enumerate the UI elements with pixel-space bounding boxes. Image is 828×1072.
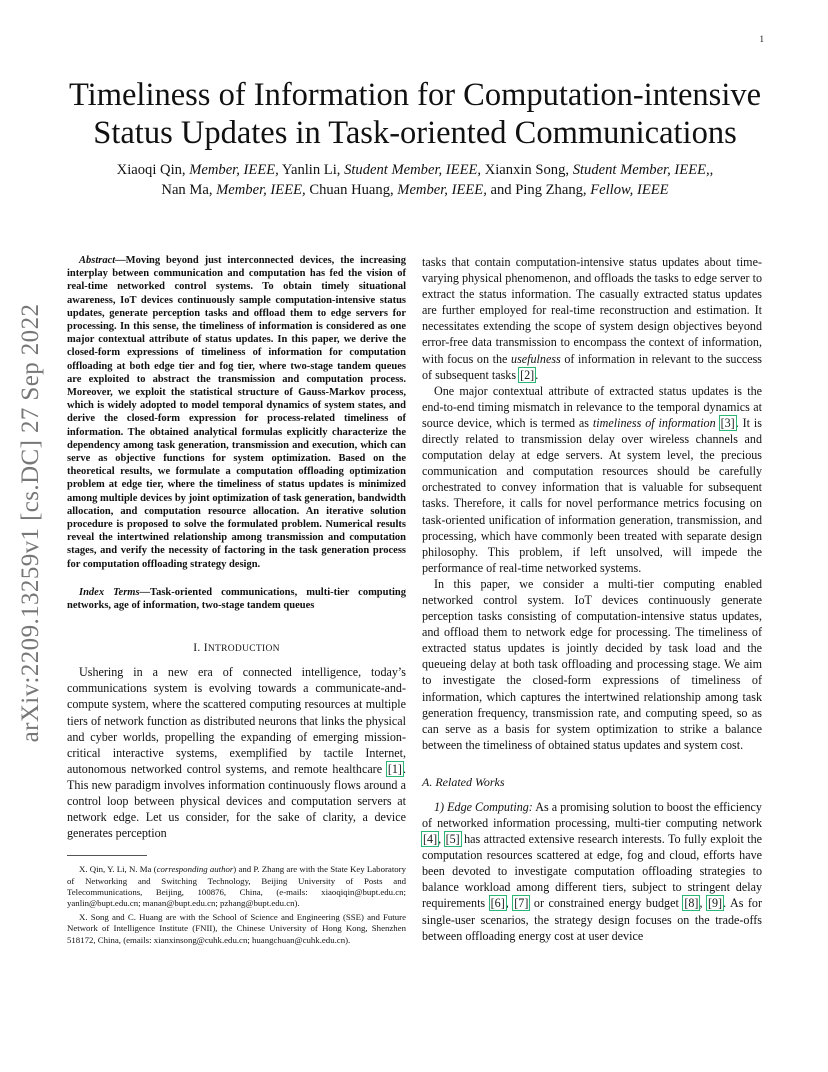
text-run-italic: corresponding author — [156, 864, 234, 875]
abstract-text: —Moving beyond just interconnected devices, the increasing interplay between communication and computation has fed the vision of real-time networked control systems. To obtain timely situational awareness, IoT devices continuously sample computation-intensive status updates, generate perception tasks and offload them to edge servers for processing. In this sense, the timeliness of information is considered as one major contextual attribute of status updates. In this paper, we derive the closed-form expressions of timeliness of information for computation offloading at both edge tier and fog tier, where two-stage tandem queues are exploited to abstract the transmission and computation process. Moreover, we exploit the statistical structure of Gauss-Markov process, which is widely adopted to model temporal dynamics of system states, and derive the closed-form expression for process-related timeliness of information. The obtained analytical formulas explicitly characterize the dependency among task generation, transmission and execution, which can serve as objective functions for system optimization. Based on the theoretical results, we formulate a computation offloading optimization problem at edge tier, where the timeliness of status updates is minimized among multiple devices by joint optimization of task generation, bandwidth allocation, and computation resource allocation. An iterative solution procedure is proposed to solve the formulated problem. Numerical results reveal the intertwined relationship among transmission and computation stages, and verify the necessity of factoring in the task generation process for computation offloading strategy design. — [67, 255, 406, 570]
text-run-italic: usefulness — [511, 351, 561, 366]
text-run: ) and P. Zhang are with the State Key Laboratory of Networking and Switching Technology, Beijing University of Posts and Telecommunications, Beijing, 100876, China, (e-mails: xiaoqiqin@bupt.edu.cn; yanlin@bupt.edu.cn; manan@bupt.edu.cn; pzhang@bupt.edu.cn). — [67, 864, 406, 908]
text-run-italic: timeliness of information — [592, 415, 716, 430]
citation-link[interactable]: [1] — [387, 761, 402, 776]
citation-link[interactable]: [5] — [445, 832, 460, 847]
arxiv-identifier[interactable]: arXiv:2209.13259v1 [cs.DC] 27 Sep 2022 — [17, 303, 44, 743]
author-role: Member, IEEE, — [216, 182, 306, 198]
footnote-affiliation-1 — [67, 864, 406, 909]
arxiv-sidebar — [13, 287, 49, 759]
author-name: Xiaoqi Qin, — [116, 162, 190, 178]
citation-link[interactable]: [4] — [423, 832, 438, 847]
section-initial: I — [203, 642, 208, 655]
index-terms — [67, 586, 406, 612]
citation-link[interactable]: [7] — [514, 896, 529, 911]
author-role: Student Member, IEEE, — [572, 162, 710, 178]
text-run: of information in relevant to the success of subsequent tasks — [422, 351, 762, 382]
text-run: , — [438, 832, 445, 847]
text-run: . It is directly related to transmission delay over wireless channels and computation delay at edge servers. At system level, the precious communication and computation resources should be carefully orchestrated to convey information that is valuable for subsequent tasks. Therefore, it calls for novel performance metrics focusing on task-oriented unification of information generation, transmission, and processing, which have commonly been treated with separate design philosophy. This problem, if left unsolved, will impede the performance of real-time networked systems. — [422, 415, 762, 575]
intro-paragraph — [67, 664, 406, 841]
text-run — [716, 416, 720, 430]
text-run: tasks that contain computation-intensive status updates about time-varying physical phenomenon, and offloads the tasks to edge server to extract the status information. The casually extracted status updates are further employed for real-time reconstruction and estimation. It necessitates extending the scope of system design objectives beyond error-free data transmission to encompass the context of information, with focus on the — [422, 255, 762, 366]
right-column — [422, 254, 762, 944]
index-terms-text: —Task-oriented communications, multi-tier computing networks, age of information, two-stage tandem queues — [67, 586, 406, 612]
author-name: Chuan Huang, — [305, 182, 398, 198]
author-name: Yanlin Li, — [278, 162, 345, 178]
text-run: As a promising solution to boost the efficiency of networked information processing, multi-tier computing network — [422, 799, 762, 830]
text-run: has attracted extensive research interests. To fully exploit the computation resources scattered at edge, fog and cloud, efforts have been devoted to investigate computation offloading strategies to balance workload among different tiers, subject to stringent delay requirements — [422, 832, 763, 911]
page-number: 1 — [759, 34, 764, 44]
author-name: Xianxin Song, — [481, 162, 573, 178]
author-role: Member, IEEE, — [189, 162, 279, 178]
author-list — [60, 160, 770, 200]
author-separator: , — [709, 162, 714, 178]
paragraph-edge-computing — [422, 799, 762, 944]
footnote-affiliation-2: X. Song and C. Huang are with the School of Science and Engineering (SSE) and Future Network of Intelligence Institute (FNII), the Chinese University of Hong Kong, Shenzhen 518172, China, (emails: xianxinsong@cuhk.edu.cn; huangchuan@cuhk.edu.cn). — [67, 912, 406, 945]
text-run: , — [699, 896, 707, 911]
text-run: . As for single-user scenarios, the strategy design focuses on the trade-offs between offloading energy cost at user device — [422, 896, 763, 943]
left-column — [67, 254, 406, 949]
paragraph-timeliness — [422, 383, 762, 576]
paragraph-contribution: In this paper, we consider a multi-tier computing enabled networked control system. IoT devices continuously generate perception tasks consisting of computation-intensive status updates, and offload them to network edge for processing. The timeliness of extracted status updates is jointly decided by task load and the queueing delay at both task offloading and processing stage. We aim to investigate the closed-form expressions of timeliness of information, which captures the intertwined relationship among task generation frequency, transmission rate, and computing speed, so as can serve as a basis for system optimization to strike a balance between the timeliness of obtained status updates and system cost. — [422, 576, 762, 752]
text-run: X. Qin, Y. Li, N. Ma ( — [79, 864, 157, 875]
text-run: , — [505, 896, 514, 911]
author-role: Member, IEEE, — [397, 182, 487, 198]
citation-link[interactable]: [3] — [720, 415, 735, 430]
abstract-label: Abstract — [79, 255, 116, 266]
footnote-rule — [67, 855, 147, 856]
paragraph-continued — [422, 254, 762, 383]
citation-link[interactable]: [8] — [684, 896, 699, 911]
author-role: Fellow, IEEE — [590, 182, 669, 198]
author-role: Student Member, IEEE, — [344, 162, 482, 178]
citation-link[interactable]: [2] — [520, 367, 535, 382]
text-run: Ushering in a new era of connected intelligence, today’s communications system is evolving towards a communicate-and-compute system, where the scattered computing resources at multiple tiers of network function as distributed neurons that links the physical and cyber worlds, propelling the expanding of emerging mission-critical interactive systems, exemplified by tactile Internet, autonomous networked control systems, and remote healthcare — [67, 665, 406, 776]
text-run: . — [535, 367, 539, 382]
abstract — [67, 254, 406, 571]
section-smallcaps: NTRODUCTION — [207, 644, 280, 655]
section-heading-introduction — [67, 642, 406, 654]
index-terms-label: Index Terms — [79, 586, 140, 598]
citation-link[interactable]: [6] — [490, 896, 505, 911]
text-run: or constrained energy budget — [529, 896, 684, 911]
author-name: and Ping Zhang, — [486, 182, 591, 198]
text-run: One major contextual attribute of extracted status updates is the end-to-end timing mismatch in relevance to the temporal dynamics at source device, which is termed as — [422, 383, 762, 430]
paper-title: Timeliness of Information for Computation-intensive Status Updates in Task-oriented Communications — [68, 77, 762, 151]
paragraph-heading: 1) Edge Computing: — [434, 799, 533, 814]
citation-link[interactable]: [9] — [707, 896, 723, 911]
subsection-heading-related-works: A. Related Works — [422, 774, 505, 789]
section-number: I. — [193, 642, 204, 655]
text-run: . This new paradigm involves information continuously flows around a control loop between physical devices and computation servers at network edge. Let us consider, for the sake of clarity, a device generates perception — [67, 761, 406, 841]
author-name: Nan Ma, — [161, 182, 217, 198]
